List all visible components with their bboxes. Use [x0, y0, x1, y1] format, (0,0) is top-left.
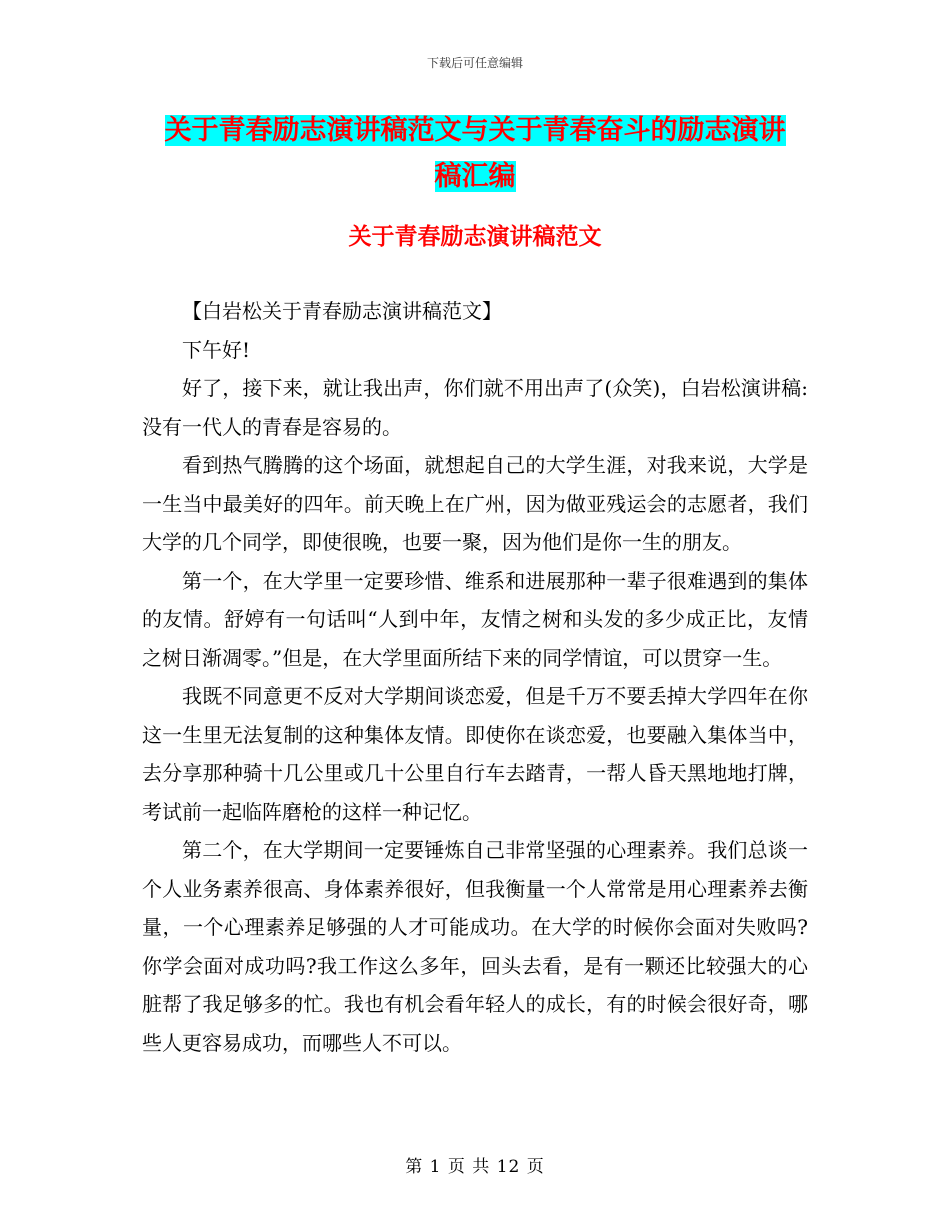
paragraph: 看到热气腾腾的这个场面，就想起自己的大学生涯，对我来说，大学是一生当中最美好的四年。前天晚上在广州，因为做亚残运会的志愿者，我们大学的几个同学，即使很晚，也要一聚，因为他们是你一生的朋友。 [142, 453, 808, 554]
paragraph: 好了，接下来，就让我出声，你们就不用出声了(众笑)，白岩松演讲稿:没有一代人的青春是容易的。 [142, 376, 808, 439]
document-title-line1: 关于青春励志演讲稿范文与关于青春奋斗的励志演讲 [164, 115, 786, 146]
document-title-line2: 稿汇编 [434, 161, 516, 192]
body-text [142, 292, 808, 1062]
paragraph: 下午好! [182, 337, 251, 362]
paragraph: 第二个，在大学期间一定要锤炼自己非常坚强的心理素养。我们总谈一个人业务素养很高、身体素养很好，但我衡量一个人常常是用心理素养去衡量，一个心理素养足够强的人才可能成功。在大学的时候你会面对失败吗?你学会面对成功吗?我工作这么多年，回头去看，是有一颗还比较强大的心脏帮了我足够多的忙。我也有机会看年轻人的成长，有的时候会很好奇，哪些人更容易成功，而哪些人不可以。 [142, 838, 808, 1055]
paragraph: 我既不同意更不反对大学期间谈恋爱，但是千万不要丢掉大学四年在你这一生里无法复制的这种集体友情。即使你在谈恋爱，也要融入集体当中，去分享那种骑十几公里或几十公里自行车去踏青，一帮人昏天黑地地打牌，考试前一起临阵磨枪的这样一种记忆。 [142, 684, 808, 824]
page-header-note: 下载后可任意编辑 [426, 56, 523, 70]
page-number: 第 1 页 共 12 页 [405, 1157, 545, 1177]
paragraph: 第一个，在大学里一定要珍惜、维系和进展那种一辈子很难遇到的集体的友情。舒婷有一句话叫“人到中年，友情之树和头发的多少成正比，友情之树日渐凋零。”但是，在大学里面所结下来的同学情谊，可以贯穿一生。 [142, 568, 808, 670]
section-title: 关于青春励志演讲稿范文 [348, 224, 602, 250]
document-title [140, 108, 810, 200]
paragraph: 【白岩松关于青春励志演讲稿范文】 [182, 299, 502, 323]
